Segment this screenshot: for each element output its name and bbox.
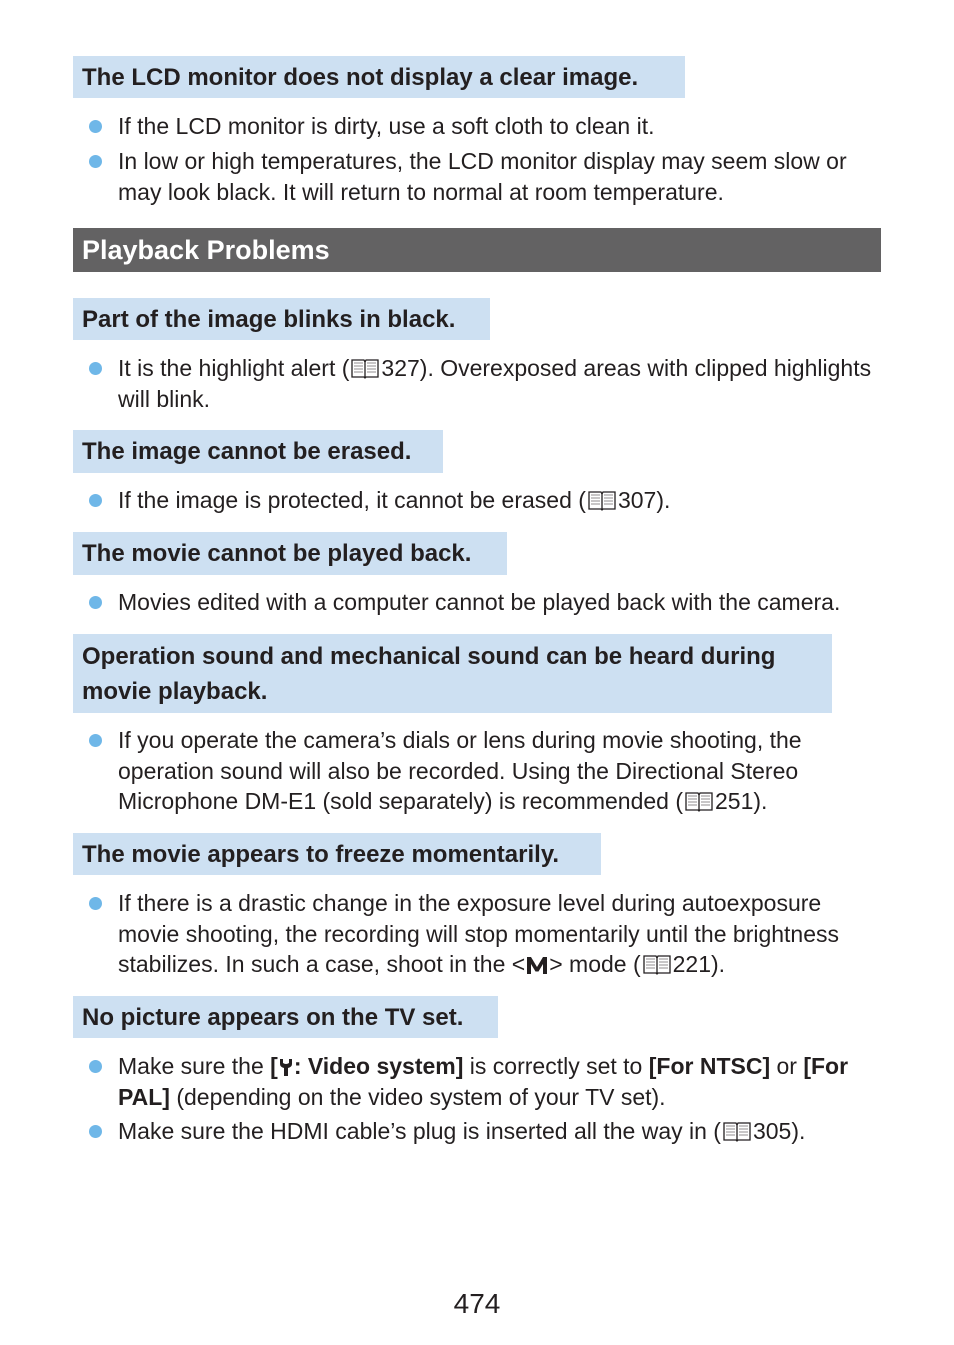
- book-icon: [722, 1120, 752, 1142]
- heading-tv-text: No picture appears on the TV set.: [82, 1003, 464, 1031]
- heading-erased-text: The image cannot be erased.: [82, 438, 412, 465]
- list-item: [118, 111, 888, 142]
- list-item: [118, 146, 888, 207]
- heading-blinks: [73, 298, 490, 340]
- book-icon: [642, 953, 672, 975]
- list-item: If there is a drastic change in the exposure level during autoexposure movie shooting, the recording will stop momentarily until the brightness stabilizes. In such a case, shoot in the < > mode ( 221).: [118, 888, 888, 980]
- list-item: If the image is protected, it cannot be erased ( 307).: [118, 485, 888, 516]
- list-item: It is the highlight alert ( 327). Overexposed areas with clipped highlights will blink.: [118, 353, 888, 414]
- heading-blinks-text: Part of the image blinks in black.: [82, 305, 456, 333]
- bullet-text: In low or high temperatures, the LCD monitor display may seem slow or may look black. It will return to normal at room temperature.: [118, 148, 847, 205]
- heading-sound: [73, 634, 832, 713]
- bullet-dot-icon: [89, 734, 102, 747]
- bullet-dot-icon: [89, 494, 102, 507]
- section-title-bar: [73, 228, 881, 272]
- bullet-dot-icon: [89, 362, 102, 375]
- page-number: 474: [453, 1288, 501, 1319]
- heading-lcd-text: The LCD monitor does not display a clear image.: [82, 63, 639, 91]
- heading-freeze: [73, 833, 601, 875]
- bullet-dot-icon: [89, 1060, 102, 1073]
- book-icon: [587, 489, 617, 511]
- list-item: Movies edited with a computer cannot be played back with the camera.: [118, 587, 888, 618]
- manual-mode-icon: [525, 955, 549, 975]
- heading-lcd: [73, 56, 685, 98]
- wrench-icon: [278, 1057, 294, 1077]
- bullet-dot-icon: [89, 155, 102, 168]
- heading-sound-text: Operation sound and mechanical sound can be heard during movie playback.: [82, 642, 776, 705]
- bullet-text: If the LCD monitor is dirty, use a soft cloth to clean it.: [118, 113, 655, 139]
- list-item: Make sure the [ : Video system] is correctly set to [For NTSC] or [For PAL] (depending on the video system of your TV set).: [118, 1051, 888, 1112]
- heading-freeze-text: The movie appears to freeze momentarily.: [82, 840, 560, 868]
- heading-movie-play: [73, 532, 507, 575]
- book-icon: [350, 357, 380, 379]
- list-item: Make sure the HDMI cable’s plug is inserted all the way in ( 305).: [118, 1116, 888, 1147]
- heading-movie-play-text: The movie cannot be played back.: [82, 540, 472, 567]
- heading-erased: [73, 430, 443, 473]
- heading-tv: [73, 996, 498, 1038]
- book-icon: [684, 790, 714, 812]
- bullet-dot-icon: [89, 596, 102, 609]
- bullet-dot-icon: [89, 1125, 102, 1138]
- section-title: Playback Problems: [82, 234, 330, 265]
- bullet-dot-icon: [89, 120, 102, 133]
- bullet-dot-icon: [89, 897, 102, 910]
- list-item: If you operate the camera’s dials or lens during movie shooting, the operation sound will also be recorded. Using the Directional Stereo Microphone DM-E1 (sold separately) is recommended ( 251).: [118, 725, 888, 817]
